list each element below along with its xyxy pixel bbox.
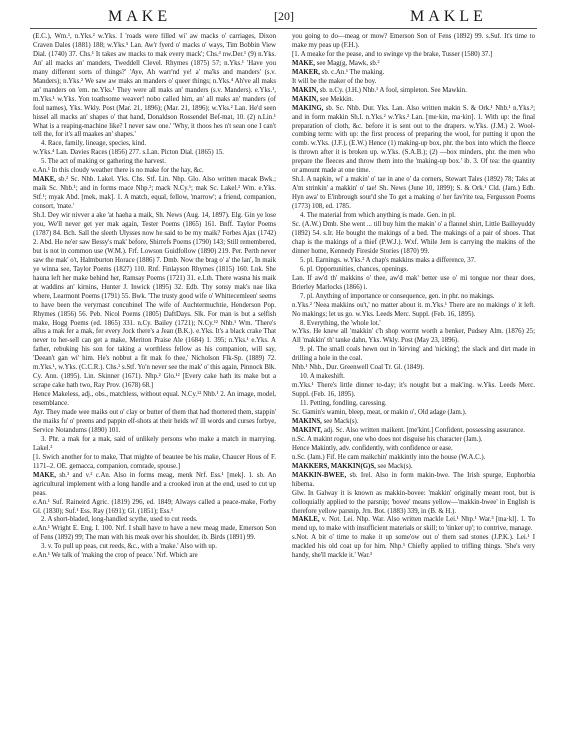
- citation-paragraph: Sh.I. A napkin, wi' a makin' o' tae in ane o' da corners, Stewart Tales (1892) 78; Taks at A'm strinkin' a makkin' o' tae! Sh. News (June 10, 1899); S. & Ork.¹ Cld. (Jam.) Edb. Hyn awa' to E'inbrough sour'd she To get a making o' her fav'rite tea, Fergusson Poems (1773) 108, ed. 1785.: [292, 176, 535, 211]
- entry-definition: sb. n.Cy. (J.H.) Nhb.¹ A fool, simpleton. See Mawkin.: [318, 86, 467, 94]
- citation-paragraph: [1. A meake for the pease, and to swinge vp the brake, Tusser (1580) 37.]: [292, 50, 493, 58]
- left-running-head: MAKE: [108, 8, 172, 25]
- citation-paragraph: n.Sc. (Jam.) Fif. He cam maikchin' makkintly into the house (W.A.C.).: [292, 453, 486, 461]
- dictionary-entry: [292, 87, 535, 96]
- entry-definition: sb.³ and v.² c.An. Also in forms meag, menk Nrf. Ess.¹ [mek]. 1. sb. An agricultural implement with a long handle and a crooked iron at the end, used to cut up peas.: [33, 471, 276, 497]
- entry-headword: MAKKIN-BWEE,: [292, 471, 347, 479]
- sense-paragraph: 11. Petting, fondling, caressing.: [300, 400, 387, 408]
- citation-paragraph: Ayr. They made wee maiks out o' clay or butter of them that had thortered them, stappin' the maiks fu' o' preens and pappin elf-shots at their heids wi' ill words and curses forbye, Service Notandums (1890) 101.: [33, 409, 276, 434]
- dictionary-entry: [33, 472, 276, 499]
- citation-paragraph: (E.C.), Wm.¹, n.Yks.² w.Yks. I 'roads were filled wi' aw macks o' carriages, Dixon Craven Dales (1881) 188; w.Yks.⁵ Lan. Aw'r fyerd o' macks o' ways, Tim Bobbin View Dial. (1740) 37. Chs.¹ It takes aw macks to mak every mack'; Chs.³ nw.Der.¹ (9) n.Yks. An' all macks an' manders, Tweddell Clevel. Rhymes (1875) 57; n.Yks.¹ 'Have you many different sorts of things?' 'Aye, Ah warr'nd ye! a' ma'ks and manders' (s.v. Manders); n.Yks.² We saw aw maks an manders o' queer things; n.Yks.⁴ Ah've all maks an' manders on 'em. ne.Yks.¹ They were all maks an' manders (s.v. Manders). e.Yks.¹, m.Yks.¹ w.Yks. Yon toathsome weaver! nobo called him, an' all maks an' manders (of foul names), Yks. Wkly. Post (Mar. 21, 1896); (Mar. 21, 1896); w.Yks.² Lan. He'd seen hissel all macks an' shapes o' that hand, Donaldson Rossendel Bef-mat, 10. (2) n.Lin.¹ What is a reaping-machine like? I never saw one.' 'Why, it thoos hes n't sean one I can't tell the, for it's all maakes an' shapes.': [33, 33, 276, 139]
- left-column: [33, 33, 276, 745]
- dictionary-entry: [292, 472, 535, 490]
- entry-headword: MAKINT,: [292, 426, 323, 434]
- sense-paragraph: 8. Everything, the 'whole lot.': [300, 319, 381, 327]
- sense-paragraph: 7. pl. Anything of importance or consequence, gen. in phr. no makings.: [300, 292, 495, 300]
- entry-headword: MAKING,: [292, 104, 324, 112]
- dictionary-entry: [292, 96, 535, 105]
- sense-paragraph: 4. Race, family, lineage, species, kind.: [41, 140, 147, 148]
- citation-paragraph: e.An.¹ In this cloudy weather there is no make for the hay, &c.: [33, 167, 204, 175]
- citation-paragraph: Hence Makintly, adv. confidently, with confidence or ease.: [292, 444, 453, 452]
- dictionary-entry: [292, 60, 535, 69]
- entry-headword: MAKINS,: [292, 417, 322, 425]
- citation-paragraph: Sc. Gamin's wamin, bleep, meat, or makin o', Old adage (Jam.).: [292, 409, 467, 417]
- entry-headword: MAKE,: [33, 176, 57, 184]
- sense-paragraph: 5. The act of making or gathering the harvest.: [41, 158, 166, 166]
- entry-definition: see Mag(g, Mawk, sb.²: [315, 59, 380, 67]
- citation-paragraph: n.Yks.² 'Neea makkins ou't,' no matter about it. m.Yks.¹ There are no makings o' it left. No makings; let us go. w.Yks. Leeds Merc. Suppl. (Feb. 16, 1895).: [292, 301, 535, 318]
- sense-paragraph: 3. v. To pull up peas, cut reeds, &c., with a 'make.' Also with up.: [41, 543, 217, 551]
- entry-headword: MAKIN,: [292, 86, 319, 94]
- citation-paragraph: s.Not. A bit o' time to make it up some'ow out o' them sad stones (J.P.K.). Lei.¹ I mackled his old coat up for him. Nhp.¹ Chiefly applied to trifling things. 'She's very handy, she'll mackle it.' War.³: [292, 534, 535, 560]
- citation-paragraph: Sc. (A.W.) Dmb. She went ... till buy him the makin' o' a flannel shirt, Little Bailleyuddy (1892) 54. s.Ir. He bought the makings of a bed. The makings of a pair of shoes. That chap is the makings of a thief (P.W.J.). Wxf. While Jem is carrying the makins of the dinner home, Kennedy Fireside Stories (1870) 99.: [292, 221, 535, 255]
- sense-paragraph: 6. pl. Opportunities, chances, openings.: [300, 265, 409, 273]
- citation-paragraph: [1. Swich another for to make, That mighte of beautee be his make, Chaucer Hous of F. 1171–2. OE. gemacca, companion, comrade, spouse.]: [33, 453, 276, 470]
- sense-paragraph: 10. A makeshift.: [300, 373, 345, 381]
- sense-paragraph: 4. The material from which anything is made. Gen. in pl.: [300, 212, 456, 220]
- entry-headword: MAKIN,: [292, 95, 319, 103]
- dictionary-entry: [292, 69, 535, 78]
- citation-paragraph: Hence Makeless, adj., obs., matchless, without equal. N.Cy.¹² Nhb.¹ 2. An image, model, resemblance.: [33, 391, 276, 408]
- entry-definition: sb. c.An.¹ The making.: [319, 68, 385, 76]
- entry-headword: MAKE,: [292, 59, 316, 67]
- entry-definition: see Mack(s).: [375, 462, 413, 470]
- page-header: [30, 6, 537, 28]
- right-running-head: MAKLE: [410, 8, 487, 25]
- citation-paragraph: Lan. If aw'd th' makkins o' thee, aw'd mak' better use o' mi tongue nor thear does, Brierley Marlocks (1866) i.: [292, 274, 535, 291]
- citation-paragraph: you going to do—meag or mow? Emerson Son of Fens (1892) 99. s.Suf. It's time to make my peas up (F.H.).: [292, 33, 535, 49]
- entry-headword: MAKLE,: [292, 516, 320, 524]
- page-number: [20]: [274, 9, 294, 23]
- citation-paragraph: e.An.¹ We talk of 'making the crop of peace.' Nrf. Which are: [33, 552, 198, 560]
- dictionary-entry: [292, 427, 535, 436]
- sense-paragraph: 9. pl. The small coals hewn out in 'kirving' and 'nicking'; the slack and dirt made in drilling a hole in the coal.: [292, 346, 535, 363]
- citation-paragraph: It will be the maker of the boy.: [292, 77, 377, 85]
- citation-paragraph: w.Yks. He knew all 'makkin' c'h shop worrnt worth a benker, Pudsey Alm. (1876) 25; All 'makkin' th' tanke dahn, Yks. Wkly. Post (May 23, 1896).: [292, 328, 535, 345]
- entry-definition: see Mack(s).: [321, 417, 359, 425]
- entry-definition: sb. Irel. Also in form makin-bwe. The Irish spurge, Euphorbia hiberna.: [292, 471, 535, 488]
- entry-headword: MAKE,: [33, 471, 57, 479]
- right-column: [292, 33, 535, 745]
- citation-paragraph: Glw. In Galway it is known as makkin-bovee: 'makkin' originally meant root, but is colloquially applied to the parsnip; 'bovee' means yellow—'makkin-bwee' in English is therefore yellow parsnip, Jrn. Bot. (1883) 339, in (B. & H.).: [292, 489, 535, 515]
- header-rule: [30, 28, 537, 29]
- sense-paragraph: 5. pl. Earnings. w.Yks.² A chap's makkins maks a difference, 37.: [300, 256, 476, 264]
- citation-paragraph: e.An.¹ Wright E. Eng. I. 100. Nrf. I shall have to have a new meag made, Emerson Son of Fens (1892) 99; The man with his meak over his shoulder, ib. Birds (1891) 99.: [33, 525, 276, 542]
- sense-paragraph: 2. A short-bladed, long-handled scythe, used to cut reeds.: [41, 516, 198, 524]
- citation-paragraph: w.Yks.⁴ Lan. Davies Races (1856) 277. s.Lan. Picton Dial. (1865) 15.: [33, 149, 224, 157]
- entry-definition: see Mekkin.: [318, 95, 354, 103]
- dictionary-entry: [33, 176, 276, 212]
- citation-paragraph: Nhb.¹ Nhb., Dur. Greenwell Coal Tr. Gl. (1849).: [292, 364, 425, 372]
- dictionary-entry: [292, 105, 535, 177]
- citation-paragraph: n.Sc. A makint rogue, one who does not disguise his character (Jam.).: [292, 435, 483, 443]
- sense-paragraph: 3. Phr. a mak for a mak, said of unlikely persons who make a match in marrying. Lakel.²: [33, 435, 276, 452]
- citation-paragraph: m.Yks.¹ There's little dinner to-day; it's nought but a mak'ing. w.Yks. Leeds Merc. Suppl. (Feb. 16, 1895).: [292, 382, 535, 399]
- entry-headword: MAKER,: [292, 68, 320, 76]
- citation-paragraph: Sh.I. Dey wir nivver a ake 'at haeha a maik, Sh. News (Aug. 14, 1897). Elg. Gin ye lose you, We'll never get yer mak again, Tester Poems (1865) 161. Bnff. Taylor Poems (1787) 84. Bch. Sall the sleeth Ulysses now he said to be my maik? Forbes Ajax (1742) 2. Abd. He ne'er saw Bessy's mak' before, Shirrefs Poems (1790) 143; Still remembered, but is not in common use (W.M.). Frf. Lowson Guidfollow (1890) 219. Per. Perth never saw the mak' o't, Halmburton Horace (1886) 7. Dmb. Now the brag o' a' the lan', In maik ye winna see, Taylor Poems (1827) 110. Rnf. Finlayson Rhymes (1815) 160. Lnk. She hauna left her make behind her, Ramsay Poems (1721) 31. e.Lth. There wasna his maik at waddins an' kirnins, Hunter J. Inwick (1895) 32. Edb. Thy sonsy mak's nae lika where, Learmont Poems (1791) 55. Bwk. 'The trusty good wife o' Whittecemleen' seems to have been the veryrnast concubinel The wife of Auchtermuchtie, Henderson Pop. Rhymes (1856) 56. Peb. Nicol Poems (1805) DaftDays. Slk. For man is but a selfish make, Hogg Poems (ed. 1865) 331. n.Cy. Bailey (1721); N.Cy.¹² Nhb.¹ Wm. 'There's allus a mak fer a mak, fer every Jock there's a Jean (B.K.). e.Yks. It's a black crake That never to her-sell can get a make, Meriton Praise Ale (1684) 1. 395; n.Yks.¹ e.Yks. A father, rebuking his son for taking a worthless fellow as his companion, will say, 'Deean't gan wi' him. He's nobbut a fit mak fo thee,' Nicholson Flk-Sp. (1889) 72. m.Yks.¹, w.Yks. (C.C.R.). Chs.¹ s.Stf. Yo'n never see the mak' o' this again, Pinnock Blk. Cy. Ann. (1895). Lin. Skinner (1671). Nhp.² Glo.¹² [Every cake hath its make but a scrape cake hath two, Ray Prov. (1678) 68.]: [33, 212, 276, 390]
- citation-paragraph: e.An.¹ Suf. Raineird Agric. (1819) 296, ed. 1849; Always called a peace-make, Forby Gl. (1830); Suf.¹ Ess. Ray (1691); Gl. (1851); Ess.¹: [33, 498, 276, 515]
- entry-definition: v. Not. Lei. Nhp. War. Also written mackle Lei.¹ Nhp.¹ War.³ [ma·kl]. 1. To mend up, to make with insufficient materials or skill; to 'tinker up'; to contrive, manage.: [292, 516, 535, 533]
- entry-definition: adj. Sc. Also written maikent. [me'kint.] Confident, possessing assurance.: [322, 426, 526, 434]
- dictionary-entry: [292, 418, 535, 427]
- entry-definition: sb.² Sc. Nhb. Lakel. Yks. Chs. Stf. Lin. Nhp. Glo. Also written macak Bwk.; maik Sc. Nhb.¹; and in forms mace Nhp.²; mack N.Cy.¹; mak Sc. Lakel.² Wm. e.Yks. Stf.¹; myak Abd. [mek, mak]. 1. A match, equal, fellow, 'marrow'; a friend, companion, consort, 'mate.': [33, 176, 276, 211]
- entry-definition: sb. Sc. Nhb. Dur. Yks. Lan. Also written makin S. & Ork.¹ Nhb.¹ n.Yks.²; and in form makkin Sh.I. n.Yks.² w.Yks.² Lan. [me·kin, ma·kin]. 1. With up: the final preparation of cloth, &c. before it is sent out to the drapers. w.Yks. (J.M.) 2. Wool-combing term: with up: the first process of preparing the wool, for putting it upon the comb. w.Yks. (J.F.), (E.W.) Hence (1) making-up box, phr. the box into which the fleece is thrown after it is broken up. w.Yks. (S.A.B.); (2) —box minders, phr. the men who prepare the fleeces and throw them into the 'making-up box.' ib. 3. Of tea: the quantity or amount made at one time.: [292, 104, 535, 175]
- dictionary-entry: [292, 516, 535, 534]
- dictionary-entry: [292, 463, 535, 472]
- entry-headword: MAKKERS, MAKKIN(G)S,: [292, 462, 376, 470]
